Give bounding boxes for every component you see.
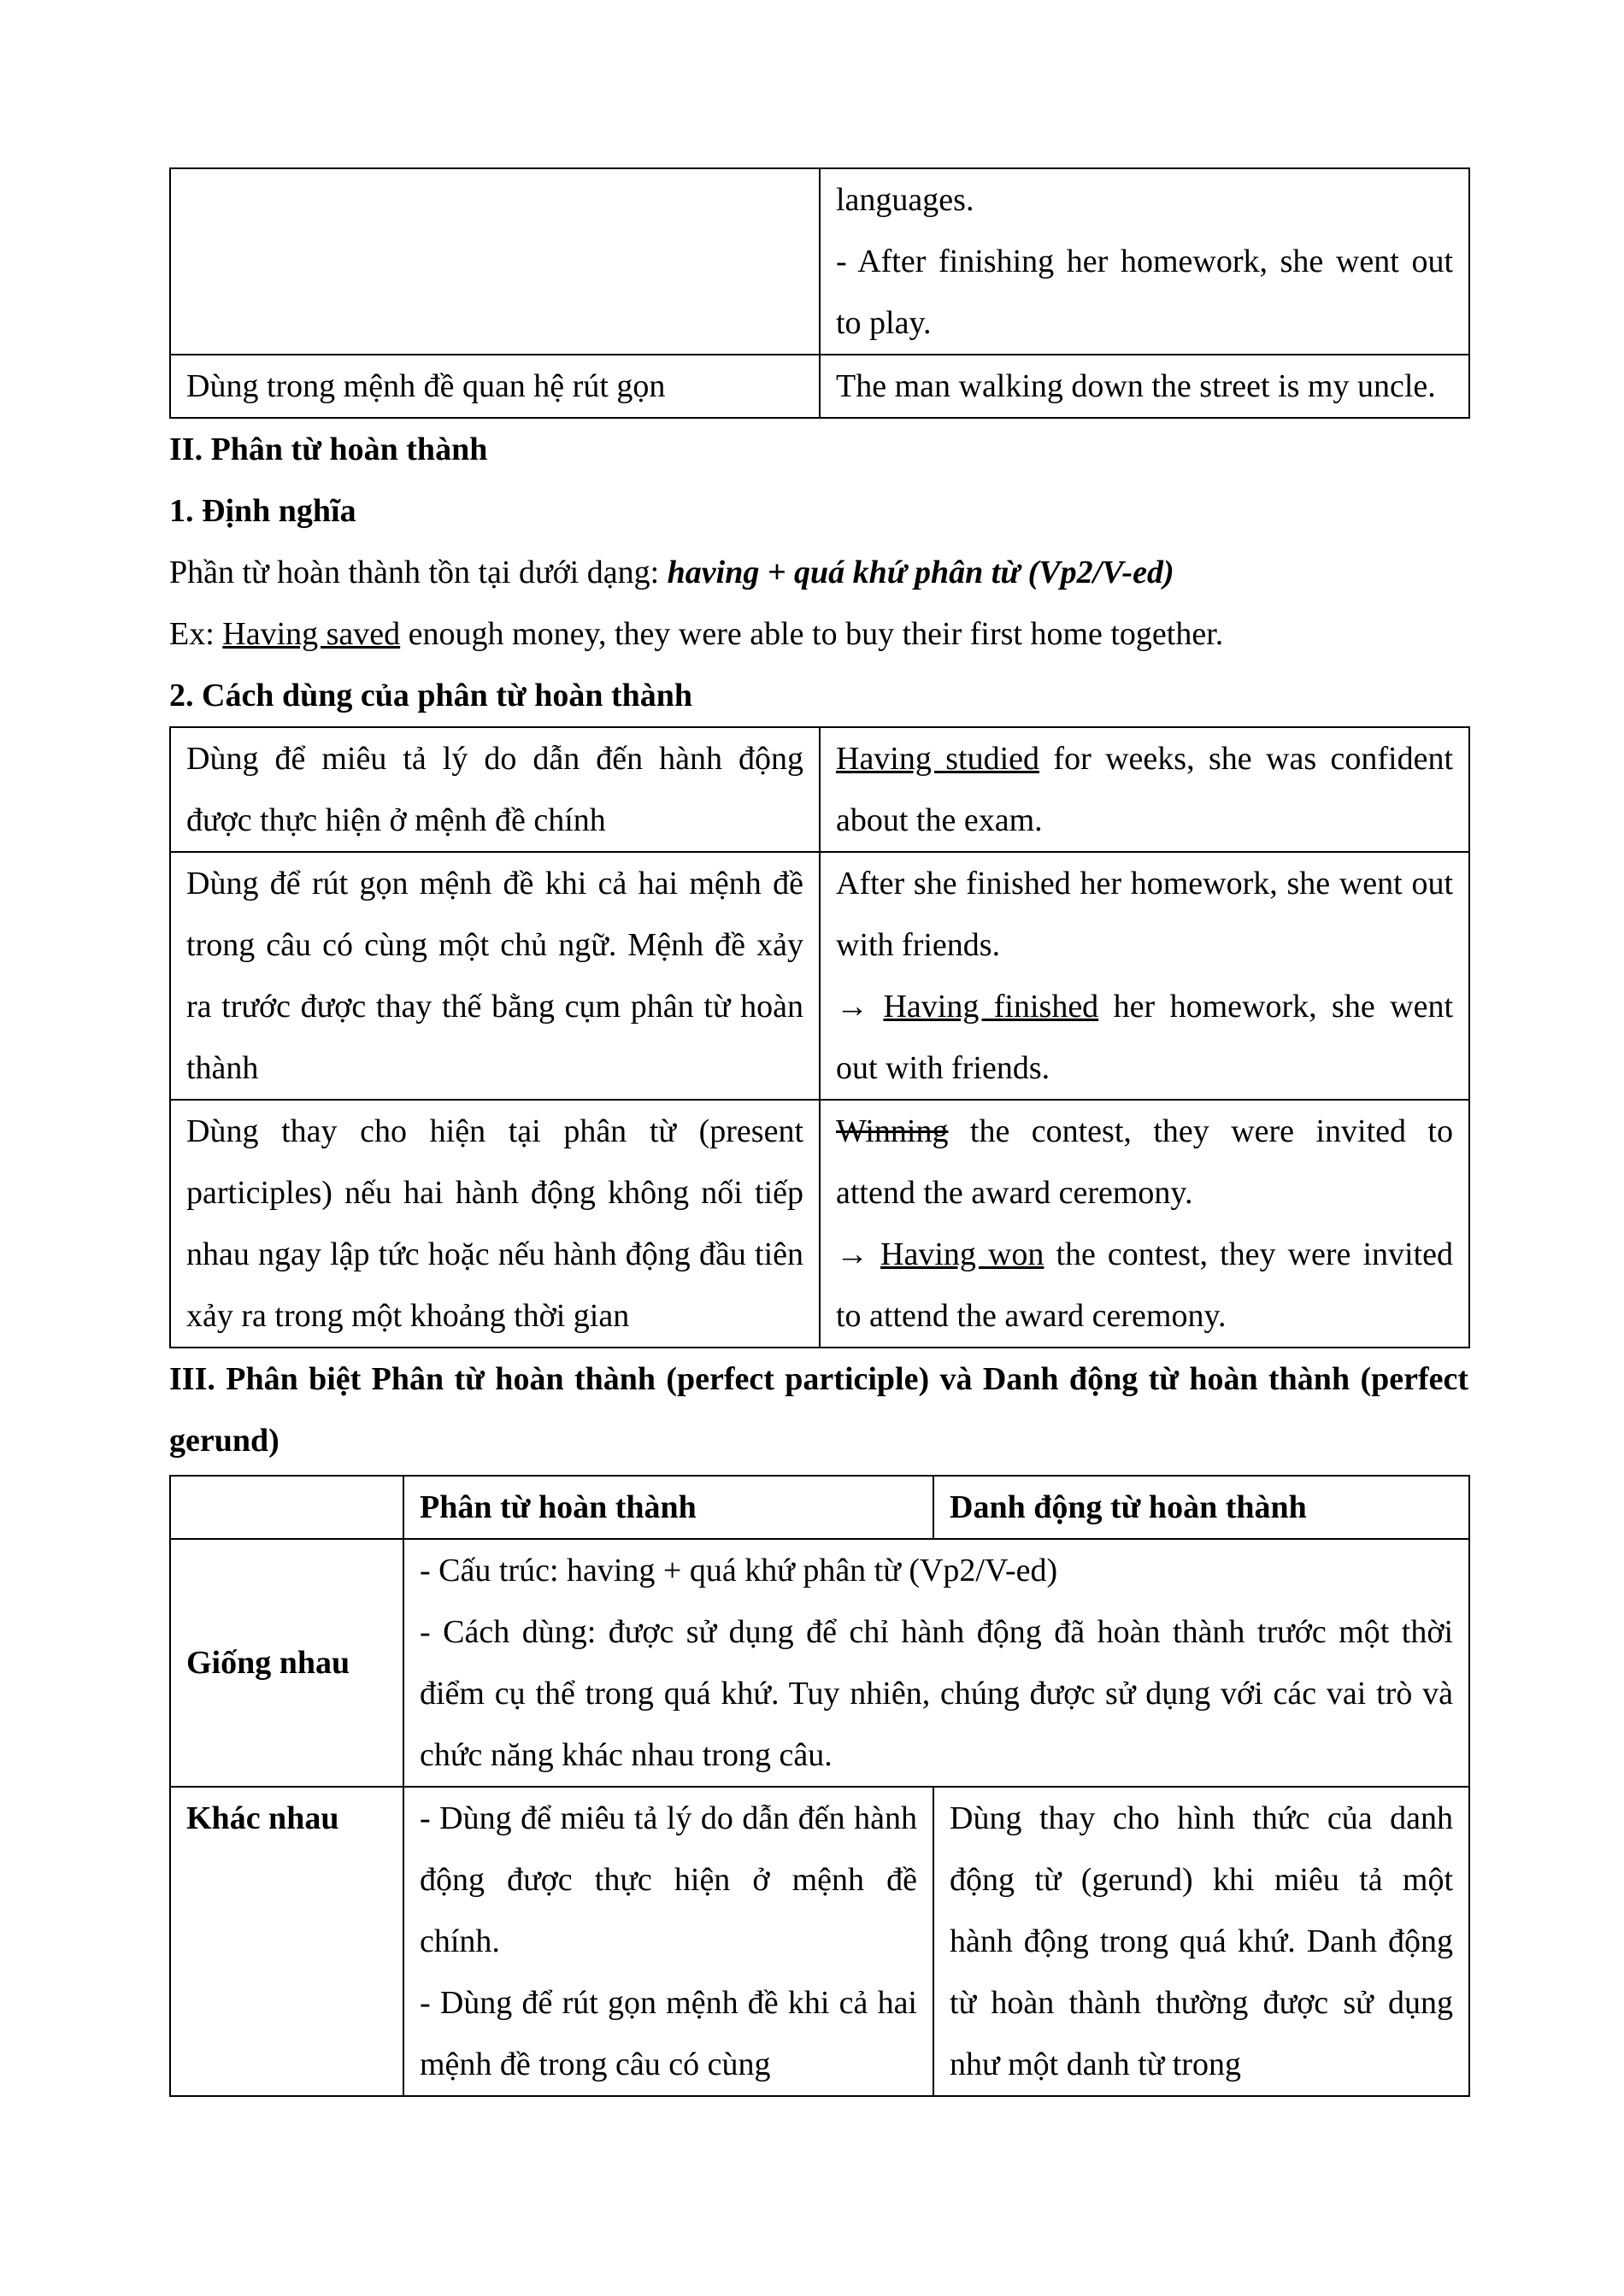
example-underlined: Having studied: [836, 741, 1040, 777]
document-page: [169, 167, 1468, 2097]
table-header-row: [170, 1476, 1469, 1539]
example-underlined: Having finished: [883, 989, 1099, 1025]
row-label: Khác nhau: [170, 1787, 403, 2096]
example-cell: [820, 727, 1469, 852]
example-rest: the contest, they were invited to attend the award ceremony.: [836, 1113, 1453, 1211]
subsection-heading: 2. Cách dùng của phân từ hoàn thành: [169, 678, 693, 713]
definition-paragraph: [169, 542, 1468, 603]
column-header: Phân từ hoàn thành: [403, 1476, 933, 1539]
example-cell: The man walking down the street is my uncle.: [820, 355, 1469, 418]
participle-usage-table-continued: [169, 167, 1470, 419]
example-text: [836, 976, 1453, 1099]
table-row: [170, 1100, 1469, 1348]
example-text: [836, 1101, 1453, 1224]
difference-cell: Dùng thay cho hình thức của danh động từ (gerund) khi miêu tả một hành động trong quá khứ. Danh động từ hoàn thành thường được sử dụng như một danh từ trong: [933, 1787, 1469, 2096]
table-row: [170, 168, 1469, 355]
example-cell: [820, 852, 1469, 1100]
example-rest: her homework, she went out with friends.: [836, 989, 1454, 1086]
comparison-table: [169, 1475, 1470, 2097]
row-label: Giống nhau: [170, 1539, 403, 1787]
similarity-text: - Cấu trúc: having + quá khứ phân từ (Vp2/V-ed): [420, 1553, 1058, 1588]
example-rest: enough money, they were able to buy their first home together.: [400, 616, 1224, 652]
difference-text: - Dùng để miêu tả lý do dẫn đến hành động được thực hiện ở mệnh đề chính.: [420, 1800, 917, 1959]
arrow-icon: →: [836, 989, 884, 1025]
similarity-text: - Cách dùng: được sử dụng để chỉ hành động đã hoàn thành trước một thời điểm cụ thể trong quá khứ. Tuy nhiên, chúng được sử dụng với các vai trò và chức năng khác nhau trong câu.: [420, 1614, 1453, 1773]
usage-cell: Dùng để rút gọn mệnh đề khi cả hai mệnh đề trong câu có cùng một chủ ngữ. Mệnh đề xảy ra trước được thay thế bằng cụm phân từ hoàn thành: [170, 852, 820, 1100]
table-cell: [170, 1476, 403, 1539]
table-row: [170, 727, 1469, 852]
definition-text: Phần từ hoàn thành tồn tại dưới dạng:: [169, 555, 668, 590]
difference-text: - Dùng để rút gọn mệnh đề khi cả hai mệnh đề trong câu có cùng: [420, 1985, 917, 2082]
example-underlined: Having saved: [222, 616, 401, 652]
example-text: languages.: [836, 182, 974, 218]
subsection-heading: 1. Định nghĩa: [169, 493, 356, 529]
example-text: - After finishing her homework, she went out to play.: [836, 244, 1453, 341]
example-strikethrough: Winning: [836, 1113, 949, 1149]
table-cell: [170, 168, 820, 355]
table-cell: [820, 168, 1469, 355]
example-text: [836, 1224, 1453, 1347]
table-row: [170, 852, 1469, 1100]
table-row: [170, 1787, 1469, 2096]
table-row: [170, 355, 1469, 418]
example-cell: [820, 1100, 1469, 1348]
example-rest: the contest, they were invited to attend the award ceremony.: [836, 1236, 1453, 1334]
difference-cell: [403, 1787, 933, 2096]
example-text: After she finished her homework, she went out with friends.: [836, 866, 1453, 963]
perfect-participle-usage-table: [169, 726, 1470, 1348]
example-rest: for weeks, she was confident about the exam.: [836, 741, 1453, 838]
arrow-icon: →: [836, 1236, 881, 1272]
example-underlined: Having won: [880, 1236, 1044, 1272]
similarity-cell: [403, 1539, 1469, 1787]
column-header: Danh động từ hoàn thành: [933, 1476, 1469, 1539]
usage-cell: Dùng trong mệnh đề quan hệ rút gọn: [170, 355, 820, 418]
example-paragraph: [169, 603, 1468, 665]
example-prefix: Ex:: [169, 616, 223, 652]
definition-formula: having + quá khứ phân từ (Vp2/V-ed): [667, 555, 1174, 590]
section-heading: II. Phân từ hoàn thành: [169, 432, 488, 467]
usage-cell: Dùng thay cho hiện tại phân từ (present participles) nếu hai hành động không nối tiếp nhau ngay lập tức hoặc nếu hành động đầu tiên xảy ra trong một khoảng thời gian: [170, 1100, 820, 1348]
section-heading: III. Phân biệt Phân từ hoàn thành (perfect participle) và Danh động từ hoàn thành (perfect gerund): [169, 1361, 1468, 1459]
table-row: [170, 1539, 1469, 1787]
usage-cell: Dùng để miêu tả lý do dẫn đến hành động được thực hiện ở mệnh đề chính: [170, 727, 820, 852]
